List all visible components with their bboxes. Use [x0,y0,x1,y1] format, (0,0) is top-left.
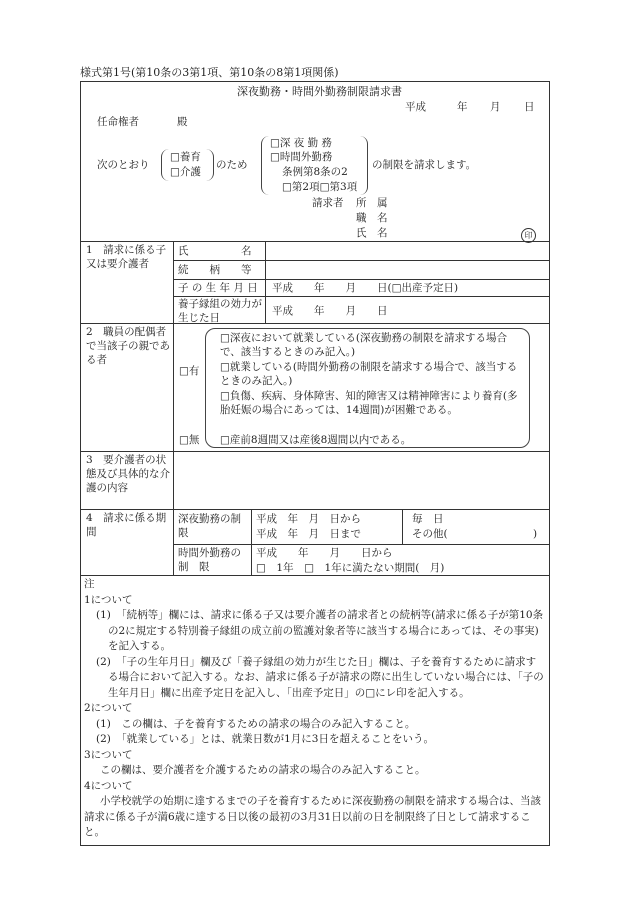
condition-working[interactable]: □就業している(時間外勤務の制限を請求する場合で、該当するときのみ記入。) [220,361,518,388]
relation-label: 続 柄 等 [178,264,252,276]
night-limit-label: 深夜勤務の制 限 [178,513,262,540]
option-overtime[interactable]: □時間外勤務 [270,151,333,163]
form-title: 深夜勤務・時間外勤務制限請求書 [237,85,402,98]
row-divider [80,509,550,510]
note4-item1: 小学校就学の始期に達するまでの子を養育するために深夜勤務の制限を請求する場合は、当該請求に係る子が満6歳に達する日以後の最初の3月31日以前の日を制限終了日として請求すること。 [84,795,541,838]
overtime-period-options[interactable]: □ 1年 □ 1年に満たない期間( 月) [256,562,445,574]
note4-title: 4について [84,779,133,792]
birthdate-field[interactable]: 平成 年 月 日(□出産予定日) [272,282,459,294]
child-name-label: 氏 名 [178,245,252,257]
spouse-yes-checkbox[interactable]: □有 [179,365,200,377]
every-day-option[interactable]: 毎 日 [412,513,444,525]
other-close-paren: ) [533,528,538,540]
row-divider [80,323,550,324]
night-from-field[interactable]: 平成 年 月 日から [256,513,361,525]
overtime-limit-label: 時間外勤務の 制 限 [178,547,252,574]
col-divider [265,241,266,323]
request-text: の制限を請求します。 [372,159,477,171]
night-to-field[interactable]: 平成 年 月 日まで [256,528,361,540]
bracket-left [161,149,169,181]
child-name-field[interactable] [268,242,548,259]
other-option[interactable]: その他( [412,528,448,540]
col-divider [402,509,403,544]
note2-item1: (1) この欄は、子を養育するための請求の場合のみ記入すること。 [96,717,416,730]
note1-item1: (1) 「続柄等」欄には、請求に係る子又は要介護者の請求者との続柄等(請求に係る子が第10条の2に規定する特別養子縁組の成立前の監護対象者等に該当する場合にあっては、その事実)を記入する。 [96,609,544,652]
date-era: 平成 [405,101,426,113]
row-divider [80,451,550,452]
bracket-left [261,136,270,195]
honorific-label: 殿 [177,116,188,128]
note2-item2: (2) 「就業している」とは、就業日数が1月に3日を超えることをいう。 [96,733,434,745]
section2-label: 2 職員の配偶者で当該子の親である者 [86,326,170,367]
spouse-no-checkbox[interactable]: □無 [179,434,200,446]
birthdate-label: 子 の 生 年 月 日 [178,282,258,294]
name-label: 氏 名 [356,227,388,239]
adoption-date-label: 養子縁組の効力が生じた日 [178,298,262,325]
requester-label: 請求者 [312,197,344,209]
note2-title: 2について [84,702,133,714]
option-paragraphs[interactable]: □第2項□第3項 [282,181,358,193]
notes-heading: 注 [84,578,95,590]
date-month-unit: 月 [490,101,501,113]
care-details-field[interactable] [176,453,548,507]
article-label: 条例第8条の2 [282,166,348,178]
condition-night[interactable]: □深夜において就業している(深夜勤務の制限を請求する場合で、該当するときのみ記入。) [220,332,508,359]
note1-item2: (2) 「子の生年月日」欄及び「養子縁組の効力が生じた日」欄は、子を養育するために請求する場合において記入する。なお、請求に係る子が請求の際に出生していない場合には、「子の生年月日」欄に出産予定日を記入し、「出産予定日」の□にレ印を記入する。 [96,655,544,699]
adoption-date-field[interactable]: 平成 年 月 日 [272,305,388,317]
row-divider [173,279,550,280]
form-number: 様式第1号(第10条の3第1項、第10条の8第1項関係) [80,66,339,79]
row-divider [173,544,550,545]
option-nursing[interactable]: □介護 [170,166,201,178]
bracket-right [359,136,368,195]
section3-label: 3 要介護者の状態及び具体的な介護の内容 [86,454,170,495]
bracket-right [206,149,214,181]
affiliation-label: 所 属 [356,197,388,209]
relation-field[interactable] [268,261,548,278]
col-divider [173,241,174,575]
section1-label: 1 請求に係る子又は要介護者 [86,244,167,271]
condition-maternity[interactable]: □産前8週間又は産後8週間以内である。 [220,434,412,446]
position-label: 職 名 [356,212,388,224]
option-childcare[interactable]: □養育 [170,151,201,163]
for-purpose-label: のため [216,159,248,171]
date-year-unit: 年 [457,101,468,113]
option-night-work[interactable]: □深 夜 勤 務 [270,137,332,149]
note1-title: 1について [84,593,133,606]
note3-title: 3について [84,748,133,761]
overtime-from-field[interactable]: 平成 年 月 日から [256,547,393,559]
seal-icon: 印 [521,228,536,243]
condition-disability[interactable]: □負傷、疾病、身体障害、知的障害又は精神障害により養育(多胎妊娠の場合にあっては、14週間)が困難である。 [220,390,518,417]
as-follows-label: 次のとおり [97,159,150,171]
notes-section [84,577,546,841]
date-day-unit: 日 [524,101,535,113]
note3-item1: この欄は、要介護者を介護するための請求の場合のみ記入すること。 [100,764,426,776]
addressee-label: 任命権者 [97,116,139,128]
section4-label: 4 請求に係る期間 [86,512,167,539]
